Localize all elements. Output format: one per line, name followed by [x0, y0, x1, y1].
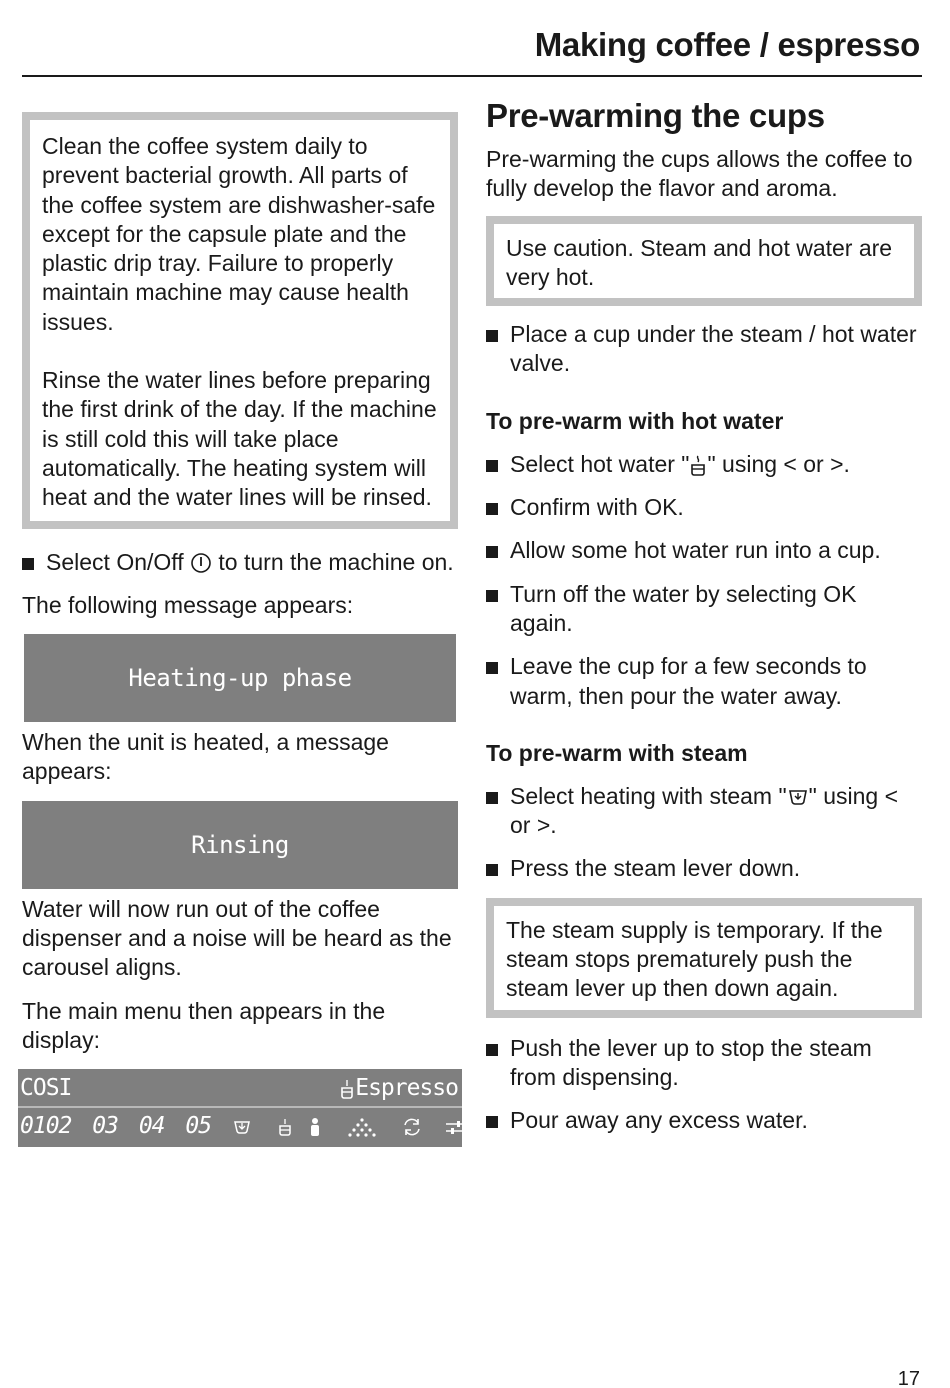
steam-heading: To pre-warm with steam	[486, 739, 748, 766]
rinse-icon	[345, 1117, 379, 1137]
bullet-turn-on-after: to turn the machine on.	[218, 548, 454, 575]
bullet-confirm-ok: Confirm with OK.	[486, 493, 922, 522]
bullet-select-hot-water	[486, 450, 922, 479]
menu-slot-2: 02	[45, 1113, 72, 1140]
following-message-text: The following message appears:	[22, 591, 354, 618]
select-steam-before: Select heating with steam "	[510, 782, 787, 809]
menu-display-bottom-row	[20, 1113, 468, 1139]
right-column	[486, 98, 922, 1136]
descale-icon	[401, 1117, 423, 1137]
page-header-title: Making coffee / espresso	[534, 26, 920, 63]
bullet-leave-cup: Leave the cup for a few seconds to warm, then pour the water away.	[486, 652, 922, 711]
menu-slot-1: 01	[20, 1113, 46, 1140]
prewarming-intro: Pre-warming the cups allows the coffee to fully develop the flavor and aroma.	[486, 146, 913, 202]
heated-message-text: When the unit is heated, a message appears:	[22, 729, 389, 785]
bullet-turn-on-before: Select On/Off	[46, 548, 184, 575]
water-run-text: Water will now run out of the coffee dispenser and a noise will be heard as the carousel aligns.	[22, 895, 452, 981]
hot-water-heading: To pre-warm with hot water	[486, 407, 784, 434]
bullet-turn-off-water: Turn off the water by selecting OK again.	[486, 580, 922, 639]
caution-text: Use caution. Steam and hot water are very hot.	[506, 234, 893, 290]
steam-note-text: The steam supply is temporary. If the steam stops prematurely push the steam lever up then down again.	[506, 916, 883, 1002]
cup-icon	[339, 1078, 355, 1100]
bullet-press-lever: Press the steam lever down.	[486, 854, 922, 883]
bullet-place-cup: Place a cup under the steam / hot water valve.	[486, 320, 922, 379]
menu-selected-label: Espresso	[355, 1075, 458, 1102]
steam-cup-icon	[787, 787, 809, 809]
person-icon	[308, 1117, 322, 1137]
main-menu-display	[18, 1069, 462, 1147]
display-rinsing: Rinsing	[22, 801, 458, 889]
menu-display-top-row	[18, 1069, 462, 1108]
menu-slot-4: 04	[138, 1113, 165, 1140]
display-heating-up: Heating-up phase	[24, 634, 456, 722]
caution-note-box	[486, 216, 922, 307]
menu-slot-5: 05	[185, 1113, 212, 1140]
section-title-prewarming: Pre-warming the cups	[486, 97, 825, 134]
bullet-allow-water: Allow some hot water run into a cup.	[486, 536, 922, 565]
select-hot-water-after: " using < or >.	[707, 450, 850, 477]
note-paragraph-cleaning: Clean the coffee system daily to prevent bacterial growth. All parts of the coffee system are dishwasher-safe except for the capsule plate and the plastic drip tray. Failure to properly maintain machine may cause health issues.	[42, 133, 436, 335]
left-column	[22, 112, 458, 1147]
header-divider	[22, 75, 922, 77]
hot-water-icon	[275, 1117, 295, 1137]
bullet-turn-on	[22, 548, 458, 577]
hot-water-cup-icon	[689, 454, 707, 478]
menu-slot-3: 03	[92, 1113, 118, 1140]
select-steam-after: " using < or >.	[510, 782, 899, 839]
steam-icon	[232, 1117, 252, 1137]
settings-sliders-icon	[444, 1117, 468, 1137]
main-menu-text: The main menu then appears in the display:	[22, 997, 386, 1053]
page-number: 17	[897, 1368, 920, 1388]
steam-note-box	[486, 898, 922, 1018]
maintenance-note-box	[22, 112, 458, 529]
note-paragraph-rinsing: Rinse the water lines before preparing the first drink of the day. If the machine is still cold this will take place automatically. The heating system will heat and the water lines will be rinsed.	[42, 367, 437, 511]
select-hot-water-before: Select hot water "	[510, 450, 690, 477]
power-icon	[190, 552, 212, 574]
menu-selected-drink	[339, 1075, 458, 1101]
bullet-select-steam	[486, 782, 922, 841]
menu-brand-label: COSI	[20, 1075, 72, 1102]
bullet-push-lever-up: Push the lever up to stop the steam from dispensing.	[486, 1034, 922, 1093]
bullet-pour-away: Pour away any excess water.	[486, 1106, 922, 1135]
